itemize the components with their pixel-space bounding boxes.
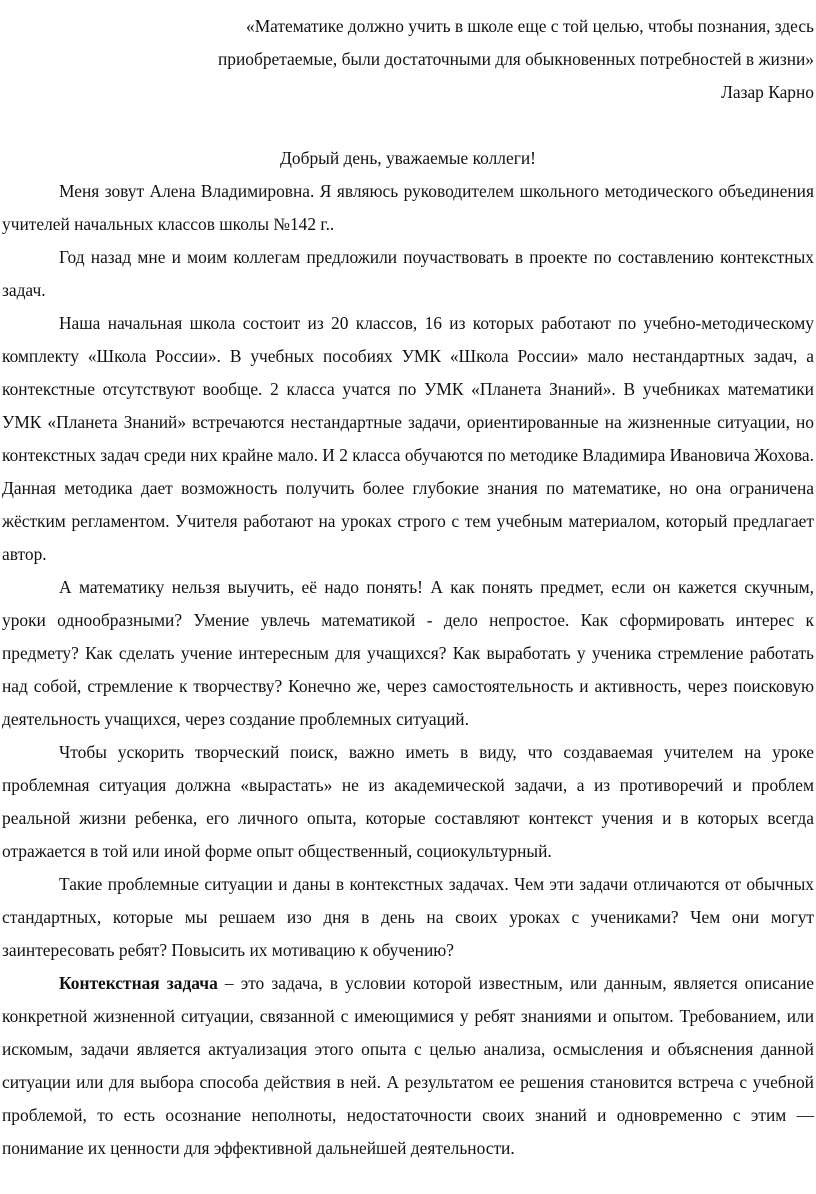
paragraph-context-tasks: Такие проблемные ситуации и даны в контекстных задачах. Чем эти задачи отличаются от обычных стандартных, которые мы решаем изо дня в день на своих уроках с учениками? Чем они могут заинтересовать ребят? Повысить их мотивацию к обучению? bbox=[2, 874, 814, 960]
epigraph-line-1: «Математике должно учить в школе еще с той целью, чтобы познания, здесь bbox=[246, 16, 814, 36]
paragraph-project: Год назад мне и моим коллегам предложили поучаствовать в проекте по составлению контекстных задач. bbox=[2, 247, 814, 300]
paragraph-creative-search: Чтобы ускорить творческий поиск, важно иметь в виду, что создаваемая учителем на уроке проблемная ситуация должна «вырастать» не из академической задачи, а из противоречий и проблем реальной жизни ребенка, его личного опыта, которые составляют контекст учения и в которых всегда отражается в той или иной форме опыт общественный, социокультурный. bbox=[2, 742, 814, 861]
paragraph-intro: Меня зовут Алена Владимировна. Я являюсь руководителем школьного методического объединения учителей начальных классов школы №142 г.. bbox=[2, 181, 814, 234]
epigraph bbox=[2, 10, 814, 109]
paragraph-school: Наша начальная школа состоит из 20 классов, 16 из которых работают по учебно-методическому комплекту «Школа России». В учебных пособиях УМК «Школа России» мало нестандартных задач, а контекстные отсутствуют вообще. 2 класса учатся по УМК «Планета Знаний». В учебниках математики УМК «Планета Знаний» встречаются нестандартные задачи, ориентированные на жизненные ситуации, но контекстных задач среди них крайне мало. И 2 класса обучаются по методике Владимира Ивановича Жохова. Данная методика дает возможность получить более глубокие знания по математике, но она ограничена жёстким регламентом. Учителя работают на уроках строго с тем учебным материалом, который предлагает автор. bbox=[2, 313, 814, 564]
epigraph-author: Лазар Карно bbox=[721, 82, 814, 102]
definition-term: Контекстная задача bbox=[59, 973, 218, 993]
epigraph-line-2: приобретаемые, были достаточными для обыкновенных потребностей в жизни» bbox=[217, 49, 814, 69]
paragraph-math-understanding: А математику нельзя выучить, её надо понять! А как понять предмет, если он кажется скучным, уроки однообразными? Умение увлечь математикой - дело непростое. Как сформировать интерес к предмету? Как сделать учение интересным для учащихся? Как выработать у ученика стремление работать над собой, стремление к творчеству? Конечно же, через самостоятельность и активность, через поисковую деятельность учащихся, через создание проблемных ситуаций. bbox=[2, 577, 814, 729]
greeting: Добрый день, уважаемые коллеги! bbox=[280, 148, 536, 168]
definition-text: – это задача, в условии которой известным, или данным, является описание конкретной жизненной ситуации, связанной с имеющимися у ребят знаниями и опытом. Требованием, или искомым, задачи является актуализация этого опыта с целью анализа, осмысления и объяснения данной ситуации или для выбора способа действия в ней. А результатом ее решения становится встреча с учебной проблемой, то есть осознание неполноты, недостаточности своих знаний и одновременно с этим — понимание их ценности для эффективной дальнейшей деятельности. bbox=[2, 973, 814, 1158]
paragraph-definition bbox=[2, 967, 814, 1165]
